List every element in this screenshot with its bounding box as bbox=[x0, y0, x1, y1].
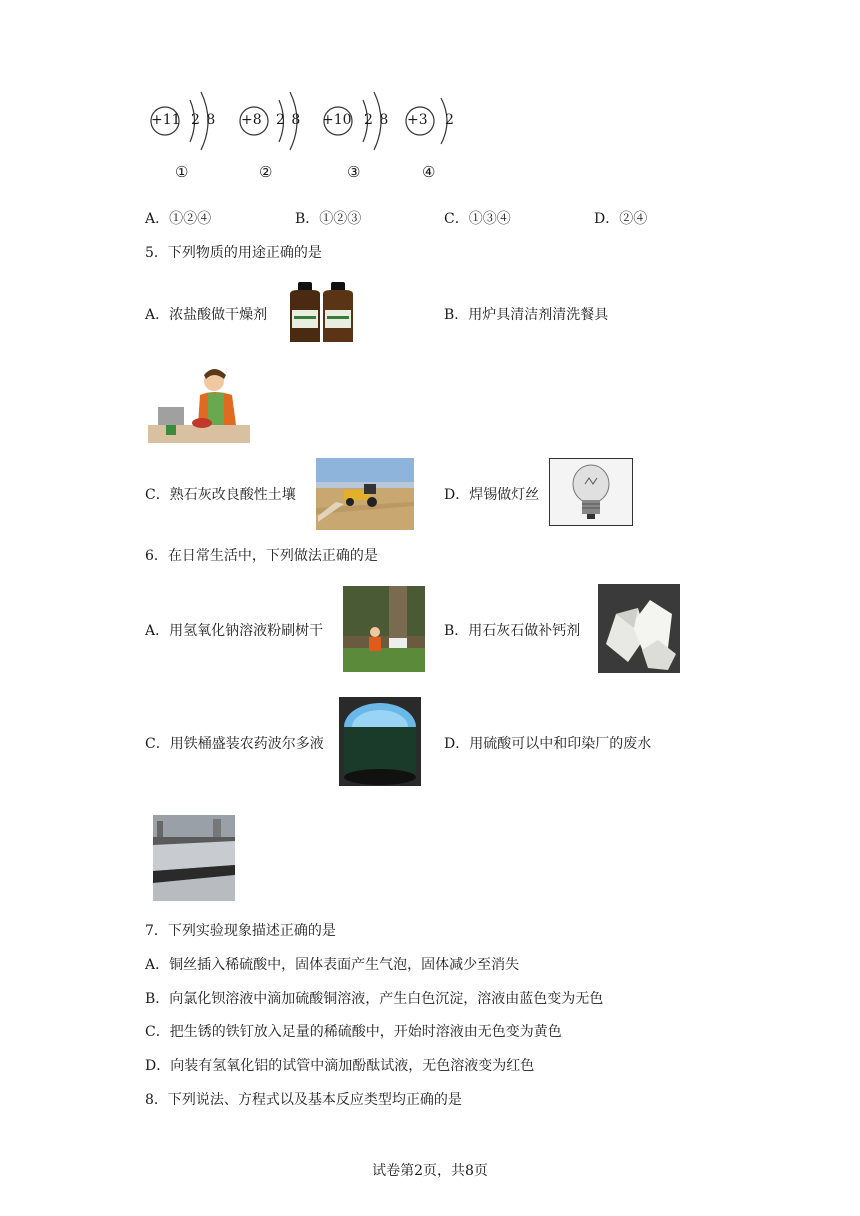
acid-bottles-image bbox=[286, 280, 366, 344]
q5-option-a: A．浓盐酸做干燥剂 bbox=[145, 307, 268, 323]
light-bulb-image bbox=[549, 458, 633, 526]
shell-arcs-icon bbox=[318, 88, 413, 168]
washing-dishes-image bbox=[148, 363, 250, 443]
q5-option-c: C．熟石灰改良酸性土壤 bbox=[145, 487, 296, 503]
atom-diagram-2 bbox=[236, 88, 331, 181]
q4-option-a: A．①②④ bbox=[145, 211, 212, 227]
diagram-label: ② bbox=[259, 163, 273, 181]
q6-option-a: A．用氢氧化钠溶液粉刷树干 bbox=[145, 623, 324, 639]
q7-option-d: D．向装有氢氧化铝的试管中滴加酚酞试液，无色溶液变为红色 bbox=[145, 1058, 535, 1074]
q7-option-b: B．向氯化钡溶液中滴加硫酸铜溶液，产生白色沉淀，溶液由蓝色变为无色 bbox=[145, 991, 604, 1007]
shell-arcs-icon bbox=[145, 88, 240, 168]
q6-option-b: B．用石灰石做补钙剂 bbox=[444, 623, 581, 639]
electron-shells: 2 8 bbox=[364, 112, 389, 128]
q6-stem: 6．在日常生活中，下列做法正确的是 bbox=[145, 548, 378, 564]
q5-option-d: D．焊锡做灯丝 bbox=[444, 487, 540, 503]
q7-stem: 7．下列实验现象描述正确的是 bbox=[145, 923, 336, 939]
atom-diagram-3 bbox=[318, 88, 413, 181]
q4-option-b: B．①②③ bbox=[295, 211, 362, 227]
q6-option-c: C．用铁桶盛装农药波尔多液 bbox=[145, 736, 324, 752]
q8-stem: 8．下列说法、方程式以及基本反应类型均正确的是 bbox=[145, 1092, 462, 1108]
atom-diagram-1 bbox=[145, 88, 240, 181]
atom-diagram-4 bbox=[404, 88, 499, 181]
shell-arcs-icon bbox=[404, 88, 499, 168]
q4-option-c: C．①③④ bbox=[444, 211, 511, 227]
nucleus-charge: +10 bbox=[322, 112, 352, 128]
diagram-label: ③ bbox=[347, 163, 361, 181]
q7-option-c: C．把生锈的铁钉放入足量的稀硫酸中，开始时溶液由无色变为黄色 bbox=[145, 1024, 562, 1040]
nucleus-charge: +3 bbox=[407, 112, 428, 128]
painting-tree-image bbox=[343, 586, 425, 672]
electron-shells: 2 8 bbox=[191, 112, 216, 128]
q5-stem: 5．下列物质的用途正确的是 bbox=[145, 245, 322, 261]
limestone-image bbox=[598, 584, 680, 673]
q7-option-a: A．铜丝插入稀硫酸中，固体表面产生气泡，固体减少至消失 bbox=[145, 957, 520, 973]
electron-shells: 2 bbox=[445, 112, 454, 128]
nucleus-charge: +8 bbox=[241, 112, 262, 128]
diagram-label: ④ bbox=[422, 163, 436, 181]
q5-option-b: B．用炉具清洁剂清洗餐具 bbox=[444, 307, 609, 323]
q6-option-d: D．用硫酸可以中和印染厂的废水 bbox=[444, 736, 652, 752]
diagram-label: ① bbox=[175, 163, 189, 181]
iron-bucket-image bbox=[339, 697, 421, 786]
nucleus-charge: +11 bbox=[151, 112, 181, 128]
q4-option-d: D．②④ bbox=[594, 211, 648, 227]
electron-shells: 2 8 bbox=[276, 112, 301, 128]
wastewater-plant-image bbox=[153, 815, 235, 901]
shell-arcs-icon bbox=[236, 88, 331, 168]
page-footer: 试卷第2页，共8页 bbox=[372, 1163, 488, 1179]
tractor-field-image bbox=[316, 458, 414, 530]
